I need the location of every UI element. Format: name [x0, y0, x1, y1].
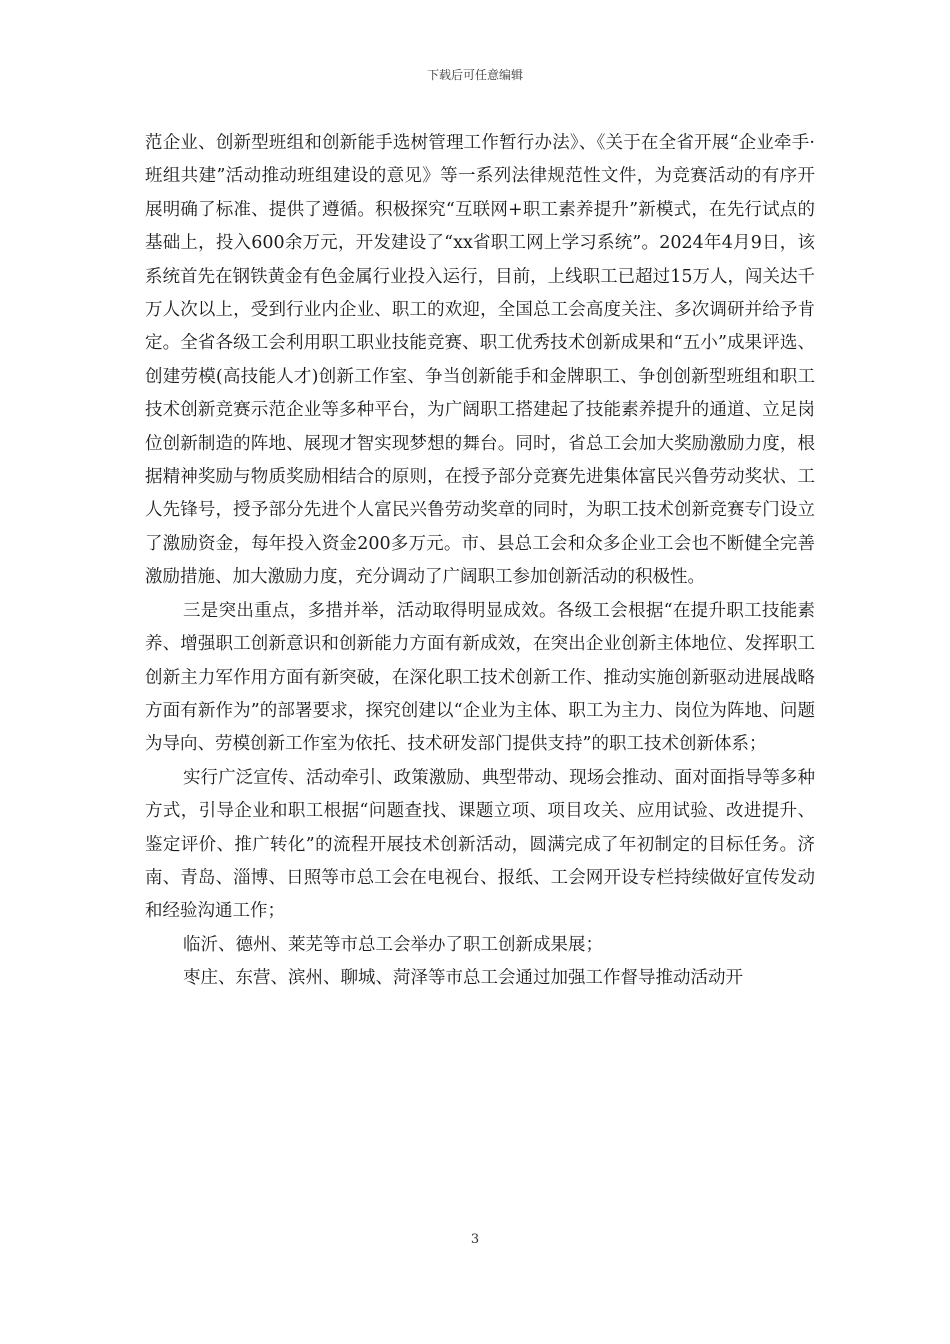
paragraph-linyi: 临沂、德州、莱芜等市总工会举办了职工创新成果展；: [183, 934, 603, 955]
paragraph-methods: 实行广泛宣传、活动牵引、政策激励、典型带动、现场会推动、面对面指导等多种方式，引导企业和职工根据“问题查找、课题立项、项目攻关、应用试验、改进提升、鉴定评价、推广转化”的流程开展技术创新活动，圆满完成了年初制定的目标任务。济南、青岛、淄博、日照等市总工会在电视台、报纸、工会网开设专栏持续做好宣传发动和经验沟通工作；: [145, 767, 815, 922]
page-number: 3: [470, 1232, 480, 1247]
paragraph-section-three: 三是突出重点，多措并举，活动取得明显成效。各级工会根据“在提升职工技能素养、增强职工创新意识和创新能力方面有新成效，在突出企业创新主体地位、发挥职工创新主力军作用方面有新突破，在深化职工技术创新工作、推动实施创新驱动进展战略方面有新作为”的部署要求，探究创建以“企业为主体、职工为主力、岗位为阵地、问题为导向、劳模创新工作室为依托、技术研发部门提供支持”的职工技术创新体系；: [145, 600, 815, 755]
document-body: [145, 127, 815, 996]
paragraph-continuation: 范企业、创新型班组和创新能手选树管理工作暂行办法》、《关于在全省开展“企业牵手·班组共建”活动推动班组建设的意见》等一系列法律规范性文件，为竞赛活动的有序开展明确了标准、提供了遵循。积极探究“互联网+职工素养提升”新模式，在先行试点的基础上，投入600余万元，开发建设了“xx省职工网上学习系统”。2024年4月9日，该系统首先在钢铁黄金有色金属行业投入运行，目前，上线职工已超过15万人，闯关达千万人次以上，受到行业内企业、职工的欢迎，全国总工会高度关注、多次调研并给予肯定。全省各级工会利用职工职业技能竞赛、职工优秀技术创新成果和“五小”成果评选、创建劳模(高技能人才)创新工作室、争当创新能手和金牌职工、争创创新型班组和职工技术创新竞赛示范企业等多种平台，为广阔职工搭建起了技能素养提升的通道、立足岗位创新制造的阵地、展现才智实现梦想的舞台。同时，省总工会加大奖励激励力度，根据精神奖励与物质奖励相结合的原则，在授予部分竞赛先进集体富民兴鲁劳动奖状、工人先锋号，授予部分先进个人富民兴鲁劳动奖章的同时，为职工技术创新竞赛专门设立了激励资金，每年投入资金200多万元。市、县总工会和众多企业工会也不断健全完善激励措施、加大激励力度，充分调动了广阔职工参加创新活动的积极性。: [145, 133, 815, 588]
page-header-note: 下载后可任意编辑: [426, 68, 523, 82]
paragraph-zaozhuang: 枣庄、东营、滨州、聊城、菏泽等市总工会通过加强工作督导推动活动开: [183, 968, 743, 989]
